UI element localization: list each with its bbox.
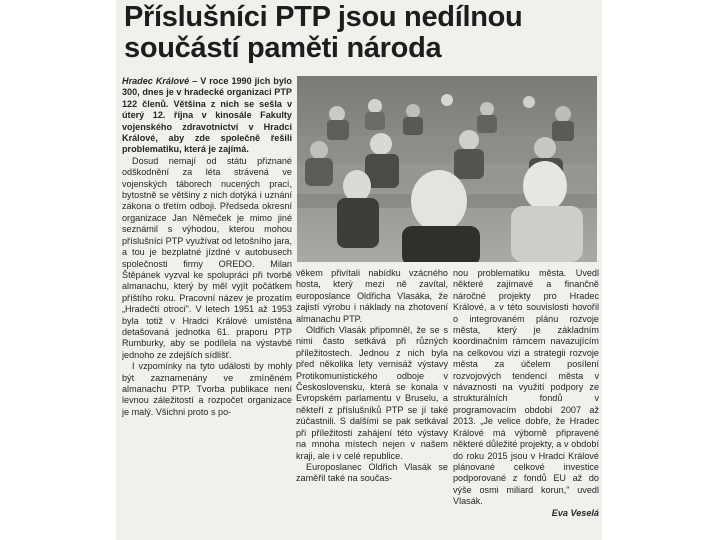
headline	[124, 2, 599, 64]
lead-text: – V roce 1990 jich bylo 300, dnes je v hradecké organizaci PTP 122 členů. Většina z nich se sešla v úterý 12. října v kinosále Fakulty vojenského zdravotnictví v Hradci Králové, aby zde společně řešili problematiku, která je zajímá.	[122, 76, 292, 155]
article-photo	[297, 76, 597, 262]
article-column-1	[122, 76, 292, 534]
article-column-3	[453, 268, 599, 536]
paragraph: Dosud nemají od státu přiznané odškodnění za léta strávená ve vojenských táborech nucených prací, bytostně se většiny z nich dotýká i uznání zákona o třetím odboji. Předseda okresní organizace Jan Němeček je mimo jiné seznámil s výhodou, kterou mohou příslušníci PTP využívat od letošního jara, a tou je bezplatné jízdné v autobusech společnosti firmy OREDO. Milan Štěpánek vyzval ke spolupráci při tvorbě almanachu, který by měl vyjít počátkem příštího roku. Pracovní název je prozatím „Hradečtí otroci". V letech 1951 až 1953 byla totiž v Hradci Králové umístěna detašovaná jednotka 61. praporu PTP Rumburky, aby se podílela na výstavbě jednoho ze zdejších sídlišť.	[122, 155, 292, 360]
article-column-2	[296, 268, 448, 536]
audience-photo	[297, 76, 597, 262]
paragraph: nou problematiku města. Uvedl některé zajímavé a finančně náročné projekty pro Hradec Králové, a v této souvislosti hovořil o integrovaném plánu rozvoje města, který je základním koordinačním rámcem navazujícím na celkovou vizi a strategii rozvoje města za účelem posílení rozvojových tendencí města v návaznosti na využití podpory ze strukturálních fondů v programovacím období 2007 až 2013. „Je velice dobře, že Hradec Králové má výborně připravené některé důležité projekty, a v období do roku 2015 jsou v Hradci Králové plánované celkové investice podporované z fondů EU až do výše osmi miliard korun," uvedl Vlasák.	[453, 268, 599, 507]
byline-line	[453, 508, 599, 519]
paragraph: věkem přivítali nabídku vzácného hosta, který mezi ně zavítal, europoslance Oldřicha Vlasáka, že zajistí výrobu i náklady na zhotovení almanachu PTP.	[296, 268, 448, 324]
headline-line-2: součástí paměti národa	[124, 32, 442, 64]
dateline: Hradec Králové	[122, 76, 190, 86]
paragraph: I vzpomínky na tyto události by mohly být zaznamenány ve zmíněném almanachu PTP. Tvorba publikace není levnou záležitostí a rozpočet organizace je malý. Všichni proto s po-	[122, 361, 292, 417]
paragraph: Oldřich Vlasák připomněl, že se s nimi často setkává při různých příležitostech. Jednou z nich byla před několika lety vernisáž výstavy Protikomunistického odboje v Československu, která se konala v Evropském parlamentu v Bruselu, a někteří z příslušníků PTP se jí také zúčastnili. S dalšími se pak setkával při příležitosti zahájení této výstavy na mnoha místech nejen v našem kraji, ale i v celé republice.	[296, 325, 448, 461]
headline-line-1: Příslušníci PTP jsou nedílnou	[124, 1, 523, 33]
newspaper-clipping	[116, 0, 602, 540]
paragraph: Europoslanec Oldřich Vlasák se zaměřil také na součas-	[296, 461, 448, 484]
lead-paragraph	[122, 76, 292, 156]
byline: Eva Veselá	[551, 507, 599, 518]
